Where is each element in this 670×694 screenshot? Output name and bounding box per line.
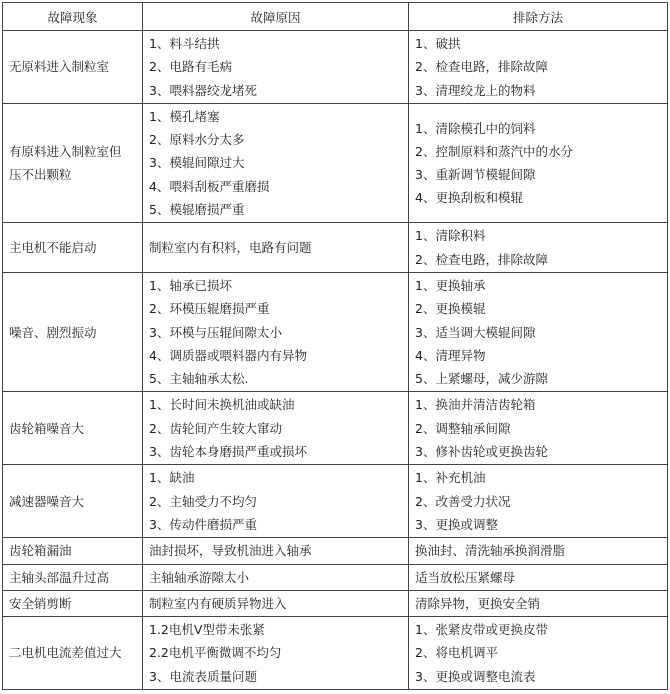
cause-line: 1、轴承已损坏: [149, 277, 232, 293]
table-row: [3, 103, 668, 223]
remedy-line: 3、修补齿轮或更换齿轮: [415, 444, 548, 460]
cause-line: 3、电流表质量问题: [149, 668, 257, 684]
symptom-line: 有原料进入制粒室但: [9, 143, 122, 159]
cause-line: 2、原料水分太多: [149, 132, 245, 148]
cause-line: 2.2电机平衡微调不均匀: [149, 645, 282, 661]
cause-line: 2、齿轮间产生较大窜动: [149, 420, 282, 436]
remedy-line: 2、将电机调平: [415, 645, 498, 661]
remedy-line: 1、破拱: [415, 36, 461, 51]
table-row: [3, 272, 668, 392]
symptom-cell: [3, 617, 143, 690]
cause-line: 2、主轴受力不均匀: [149, 493, 257, 509]
symptom-line: 压不出颗粒: [9, 167, 72, 183]
remedy-line: 1、清除积料: [415, 228, 486, 244]
cause-cell: [143, 538, 409, 564]
symptom-line: 减速器噪音大: [9, 493, 85, 509]
symptom-cell: [3, 223, 143, 273]
cause-line: 主轴轴承游隙太小: [149, 569, 250, 585]
symptom-line: 主轴头部温升过高: [9, 569, 110, 585]
remedy-cell: [409, 392, 668, 465]
table-body: [3, 31, 668, 690]
symptom-cell: [3, 590, 143, 616]
table-row: [3, 564, 668, 590]
cause-line: 1、长时间未换机油或缺油: [149, 397, 295, 413]
cause-line: 3、齿轮本身磨损严重或损坏: [149, 444, 307, 460]
symptom-cell: [3, 103, 143, 223]
remedy-cell: [409, 103, 668, 223]
remedy-line: 1、清除模孔中的饲料: [415, 120, 536, 136]
symptom-cell: [3, 272, 143, 392]
header-cause: 故障原因: [143, 3, 409, 31]
cause-line: 3、模辊间隙过大: [149, 155, 245, 171]
remedy-line: 5、上紧螺母，减少游隙: [415, 371, 548, 387]
remedy-line: 2、检查电路，排除故障: [415, 59, 548, 75]
remedy-line: 3、适当调大模辊间隙: [415, 324, 536, 340]
remedy-line: 1、换油并清洁齿轮箱: [415, 397, 536, 413]
remedy-line: 1、补充机油: [415, 470, 486, 486]
symptom-cell: [3, 538, 143, 564]
remedy-line: 1、更换轴承: [415, 277, 486, 293]
cause-cell: [143, 590, 409, 616]
remedy-line: 1、张紧皮带或更换皮带: [415, 622, 548, 638]
remedy-line: 适当放松压紧螺母: [415, 569, 516, 585]
cause-line: 1、模孔堵塞: [149, 108, 220, 124]
cause-cell: [143, 272, 409, 392]
remedy-cell: [409, 465, 668, 538]
remedy-cell: [409, 617, 668, 690]
remedy-line: 3、更换或调整: [415, 516, 498, 532]
cause-line: 5、模辊磨损严重: [149, 202, 245, 218]
symptom-line: 噪音、剧烈振动: [9, 324, 97, 340]
table-row: [3, 590, 668, 616]
cause-cell: [143, 617, 409, 690]
remedy-line: 2、控制原料和蒸汽中的水分: [415, 143, 573, 159]
cause-line: 1、料斗结拱: [149, 36, 220, 51]
table-row: [3, 538, 668, 564]
cause-line: 油封损坏，导致机油进入轴承: [149, 543, 312, 559]
table-row: [3, 223, 668, 273]
remedy-line: 2、检查电路，排除故障: [415, 251, 548, 267]
cause-line: 2、环模压辊磨损严重: [149, 301, 270, 317]
table-row: [3, 392, 668, 465]
table-row: [3, 465, 668, 538]
remedy-cell: [409, 31, 668, 104]
symptom-line: 安全销剪断: [9, 595, 72, 611]
cause-cell: [143, 392, 409, 465]
remedy-line: 2、调整轴承间隙: [415, 420, 511, 436]
cause-line: 3、喂料器绞龙堵死: [149, 82, 257, 98]
cause-line: 4、喂料刮板严重磨损: [149, 178, 270, 194]
cause-cell: [143, 223, 409, 273]
remedy-line: 3、重新调节模辊间隙: [415, 167, 536, 183]
cause-line: 1、缺油: [149, 470, 195, 486]
cause-line: 制粒室内有积料，电路有问题: [149, 240, 312, 256]
cause-line: 3、传动件磨损严重: [149, 516, 257, 532]
remedy-cell: [409, 272, 668, 392]
symptom-cell: [3, 392, 143, 465]
symptom-line: 二电机电流差值过大: [9, 645, 122, 661]
symptom-line: 无原料进入制粒室: [9, 59, 110, 75]
header-row: [3, 3, 668, 31]
cause-line: 1.2电机V型带未张紧: [149, 622, 265, 638]
remedy-cell: [409, 223, 668, 273]
remedy-cell: [409, 564, 668, 590]
symptom-cell: [3, 465, 143, 538]
cause-cell: [143, 564, 409, 590]
symptom-cell: [3, 31, 143, 104]
symptom-line: 齿轮箱噪音大: [9, 420, 85, 436]
troubleshooting-table: [2, 2, 668, 690]
remedy-cell: [409, 590, 668, 616]
symptom-cell: [3, 564, 143, 590]
remedy-line: 清除异物，更换安全销: [415, 595, 541, 611]
cause-cell: [143, 31, 409, 104]
remedy-line: 2、改善受力状况: [415, 493, 511, 509]
symptom-line: 齿轮箱漏油: [9, 543, 72, 559]
header-symptom: 故障现象: [3, 3, 143, 31]
cause-line: 3、环模与压辊间隙太小: [149, 324, 282, 340]
header-remedy: 排除方法: [409, 3, 668, 31]
remedy-line: 4、清理异物: [415, 347, 486, 363]
remedy-line: 3、更换或调整电流表: [415, 668, 536, 684]
remedy-line: 4、更换刮板和模辊: [415, 190, 523, 206]
symptom-line: 主电机不能启动: [9, 240, 97, 256]
cause-line: 2、电路有毛病: [149, 59, 232, 75]
remedy-cell: [409, 538, 668, 564]
cause-cell: [143, 103, 409, 223]
remedy-line: 换油封、清洗轴承换润滑脂: [415, 543, 566, 559]
table-row: [3, 617, 668, 690]
cause-line: 4、调质器或喂料器内有异物: [149, 347, 307, 363]
remedy-line: 3、清理绞龙上的物料: [415, 82, 536, 98]
cause-line: 5、主轴轴承太松.: [149, 371, 249, 387]
remedy-line: 2、更换模辊: [415, 301, 486, 317]
cause-line: 制粒室内有硬质异物进入: [149, 595, 287, 611]
cause-cell: [143, 465, 409, 538]
table-row: [3, 31, 668, 104]
